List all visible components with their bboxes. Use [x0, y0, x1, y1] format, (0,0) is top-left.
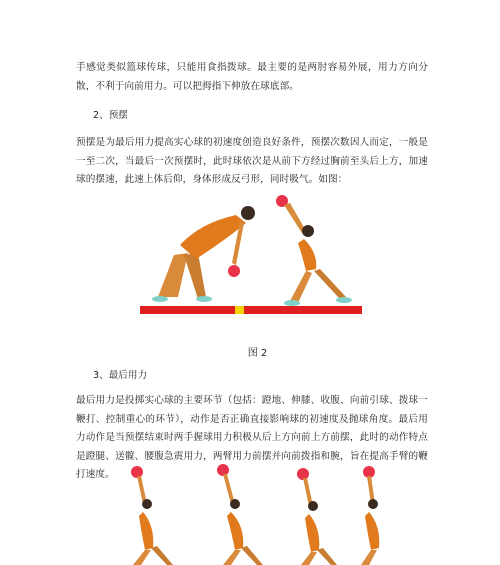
ground-strip — [140, 306, 362, 314]
section-heading-final-force: 3、最后用力 — [93, 370, 148, 381]
paragraph-final-force: 最后用力是投掷实心球的主要环节（包括：蹬地、伸膝、收腹、向前引球、拨球一鞭打、控制重心的环节），动作是否正确直接影响球的初速度及抛球角度。最后用力动作是当预摆结束时两手握球用力积极从后上方向前上方前摆，此时的动作特点是蹬腿、送髋、腰腹急震用力，两臂用力前摆并向前拨指和腕，旨在提高手臂的鞭打速度。 — [76, 395, 428, 481]
section-heading-pre-swing: 2、预摆 — [93, 110, 128, 121]
paragraph-pre-swing: 预摆是为最后用力提高实心球的初速度创造良好条件，预摆次数因人而定，一般是一至二次，当最后一次预摆时，此时球依次是从前下方经过胸前至头后上方，加速球的摆速，此速上体后仰，身体形成反弓形，同时吸气。如图： — [76, 137, 428, 186]
figure-3-image — [115, 464, 385, 565]
ground-marker — [235, 306, 244, 314]
figure-2-image — [140, 193, 362, 320]
ball-low-icon — [228, 265, 240, 277]
paragraph-intro: 手感觉类似篮球传球，只能用食指拨球。最主要的是两肘容易外展，用力方向分散，不利于向前用力。可以把拇指下伸放在球底部。 — [76, 62, 428, 92]
figure-2-caption: 图 2 — [247, 348, 268, 359]
